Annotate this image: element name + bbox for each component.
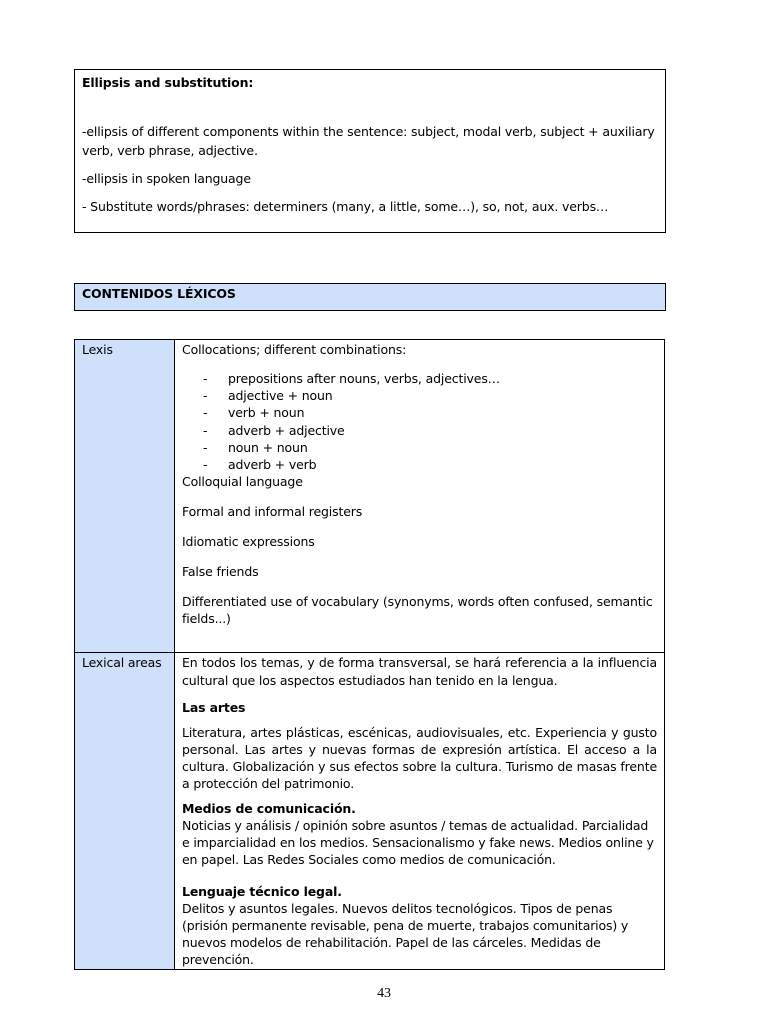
lexis-table — [74, 339, 665, 970]
lexis-item: Formal and informal registers — [182, 504, 363, 520]
lexis-label: Lexis — [82, 342, 113, 357]
lexis-item: Idiomatic expressions — [182, 534, 315, 550]
artes-heading: Las artes — [182, 700, 246, 715]
legal-heading: Lenguaje técnico legal. — [182, 884, 342, 899]
lexical-areas-label-cell — [75, 653, 175, 970]
page-number: 43 — [377, 986, 391, 1001]
list-item: - prepositions after nouns, verbs, adjectives… — [203, 371, 501, 386]
lexis-content-cell — [175, 340, 665, 653]
lexis-item: Colloquial language — [182, 474, 303, 490]
lexis-item: Differentiated use of vocabulary (synonyms, words often confused, semantic fields...) — [182, 594, 653, 627]
lexis-label-cell — [75, 340, 175, 653]
list-item: - adverb + verb — [203, 457, 317, 473]
ellipsis-item: -ellipsis of different components within the sentence: subject, modal verb, subject + auxiliary verb, verb phrase, adjective. — [82, 124, 655, 158]
lexis-intro: Collocations; different combinations: — [182, 342, 407, 357]
ellipsis-item: -ellipsis in spoken language — [82, 171, 251, 186]
ellipsis-title: Ellipsis and substitution: — [82, 75, 254, 90]
section-header-title: CONTENIDOS LÉXICOS — [82, 286, 236, 301]
artes-text: Literatura, artes plásticas, escénicas, audiovisuales, etc. Experiencia y gusto personal. Las artes y nuevas formas de expresión artística. El acceso a la cultura. Globalización y sus efectos sobre la cultura. Turismo de masas frente a protección del patrimonio. — [182, 725, 657, 791]
list-item: - noun + noun — [203, 439, 308, 455]
medios-text: Noticias y análisis / opinión sobre asuntos / temas de actualidad. Parcialidad e imparcialidad en los medios. Sensacionalismo y fake news. Medios online y en papel. Las Redes Sociales como medios de comunicación. — [182, 818, 654, 867]
lexical-areas-intro: En todos los temas, y de forma transversal, se hará referencia a la influencia cultural que los aspectos estudiados han tenido en la lengua. — [182, 655, 657, 688]
lexis-item: False friends — [182, 564, 259, 580]
list-item: - verb + noun — [203, 405, 305, 421]
legal-text: Delitos y asuntos legales. Nuevos delitos tecnológicos. Tipos de penas (prisión permanente revisable, pena de muerte, trabajos comunitarios) y nuevos modelos de rehabilitación. Papel de las cárceles. Medidas de prevención. — [182, 901, 629, 967]
collocation-list — [182, 370, 657, 473]
table-row — [75, 340, 665, 653]
lexical-areas-content-cell — [175, 653, 665, 970]
section-header-contenidos-lexicos — [74, 283, 666, 311]
ellipsis-substitution-box — [74, 69, 666, 233]
list-item: - adjective + noun — [203, 388, 333, 404]
medios-heading: Medios de comunicación. — [182, 801, 356, 816]
lexical-areas-label: Lexical areas — [82, 655, 162, 670]
list-item: - adverb + adjective — [203, 422, 345, 438]
table-row — [75, 653, 665, 970]
ellipsis-item: - Substitute words/phrases: determiners (many, a little, some…), so, not, aux. verbs… — [82, 199, 609, 214]
